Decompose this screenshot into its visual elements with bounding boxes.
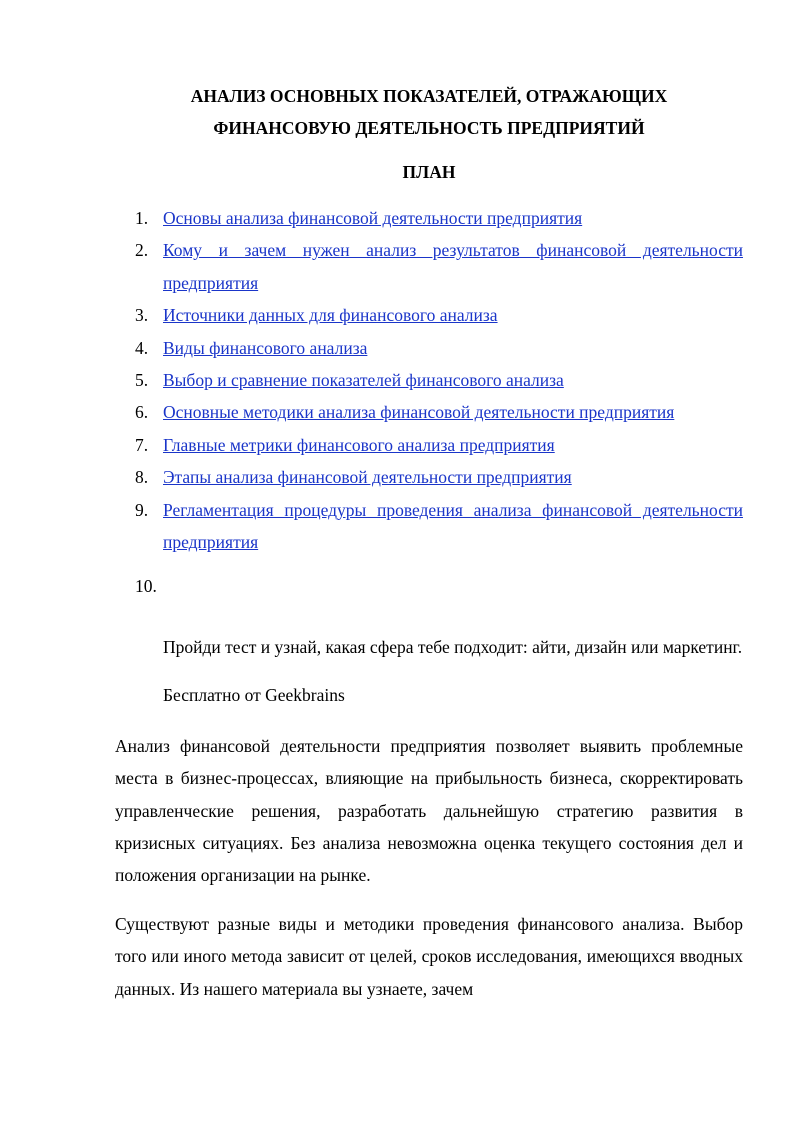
toc-link[interactable]: Выбор и сравнение показателей финансового анализа [163,370,564,391]
paragraph-1: Анализ финансовой деятельности предприятия позволяет выявить проблемные места в бизнес-процессах, влияющие на прибыльность бизнеса, скорректировать управленческие решения, разработать дальнейшую стратегию развития в кризисных ситуациях. Без анализа невозможна оценка текущего состояния дел и положения организации на рынке. [115,735,743,886]
title-line-2: ФИНАНСОВУЮ ДЕЯТЕЛЬНОСТЬ ПРЕДПРИЯТИЙ [213,118,645,138]
toc-number: 3. [135,305,149,326]
toc-link[interactable]: Основы анализа финансовой деятельности предприятия [163,208,583,228]
toc-number: 6. [135,402,149,423]
toc-number: 5. [135,370,149,391]
document-title [115,80,743,144]
toc-item [115,396,743,428]
title-line-1: АНАЛИЗ ОСНОВНЫХ ПОКАЗАТЕЛЕЙ, ОТРАЖАЮЩИХ [190,86,668,106]
plan-heading: ПЛАН [402,162,456,182]
paragraph-2: Существуют разные виды и методики проведения финансового анализа. Выбор того или иного метода зависит от целей, сроков исследования, имеющихся вводных данных. Из нашего материала вы узнаете, зачем [115,913,743,999]
toc-item-empty [115,570,743,602]
toc-number: 4. [135,337,149,358]
promo-source: Бесплатно от Geekbrains [163,685,345,706]
toc-item [115,202,743,234]
toc-number: 9. [135,499,149,520]
toc-link[interactable]: Источники данных для финансового анализа [163,305,498,326]
table-of-contents [115,202,743,603]
toc-link[interactable]: Главные метрики финансового анализа предприятия [163,434,555,455]
toc-item [115,332,743,364]
toc-link[interactable]: Основные методики анализа финансовой деятельности предприятия [163,402,675,423]
toc-link[interactable]: Регламентация процедуры проведения анализа финансовой деятельности предприятия [163,499,743,553]
toc-item [115,494,743,559]
toc-link[interactable]: Этапы анализа финансовой деятельности предприятия [163,467,572,488]
toc-item [115,429,743,461]
toc-item [115,461,743,493]
toc-number: 7. [135,434,149,455]
toc-item [115,364,743,396]
toc-number: 2. [135,240,149,261]
toc-number: 10. [135,576,157,597]
toc-link[interactable]: Виды финансового анализа [163,337,368,358]
promo-text[interactable]: Пройди тест и узнай, какая сфера тебе подходит: айти, дизайн или маркетинг. [163,636,743,657]
toc-link[interactable]: Кому и зачем нужен анализ результатов финансовой деятельности предприятия [163,240,743,293]
toc-item [115,234,743,299]
toc-item [115,299,743,331]
toc-number: 1. [135,208,149,228]
toc-number: 8. [135,467,149,488]
